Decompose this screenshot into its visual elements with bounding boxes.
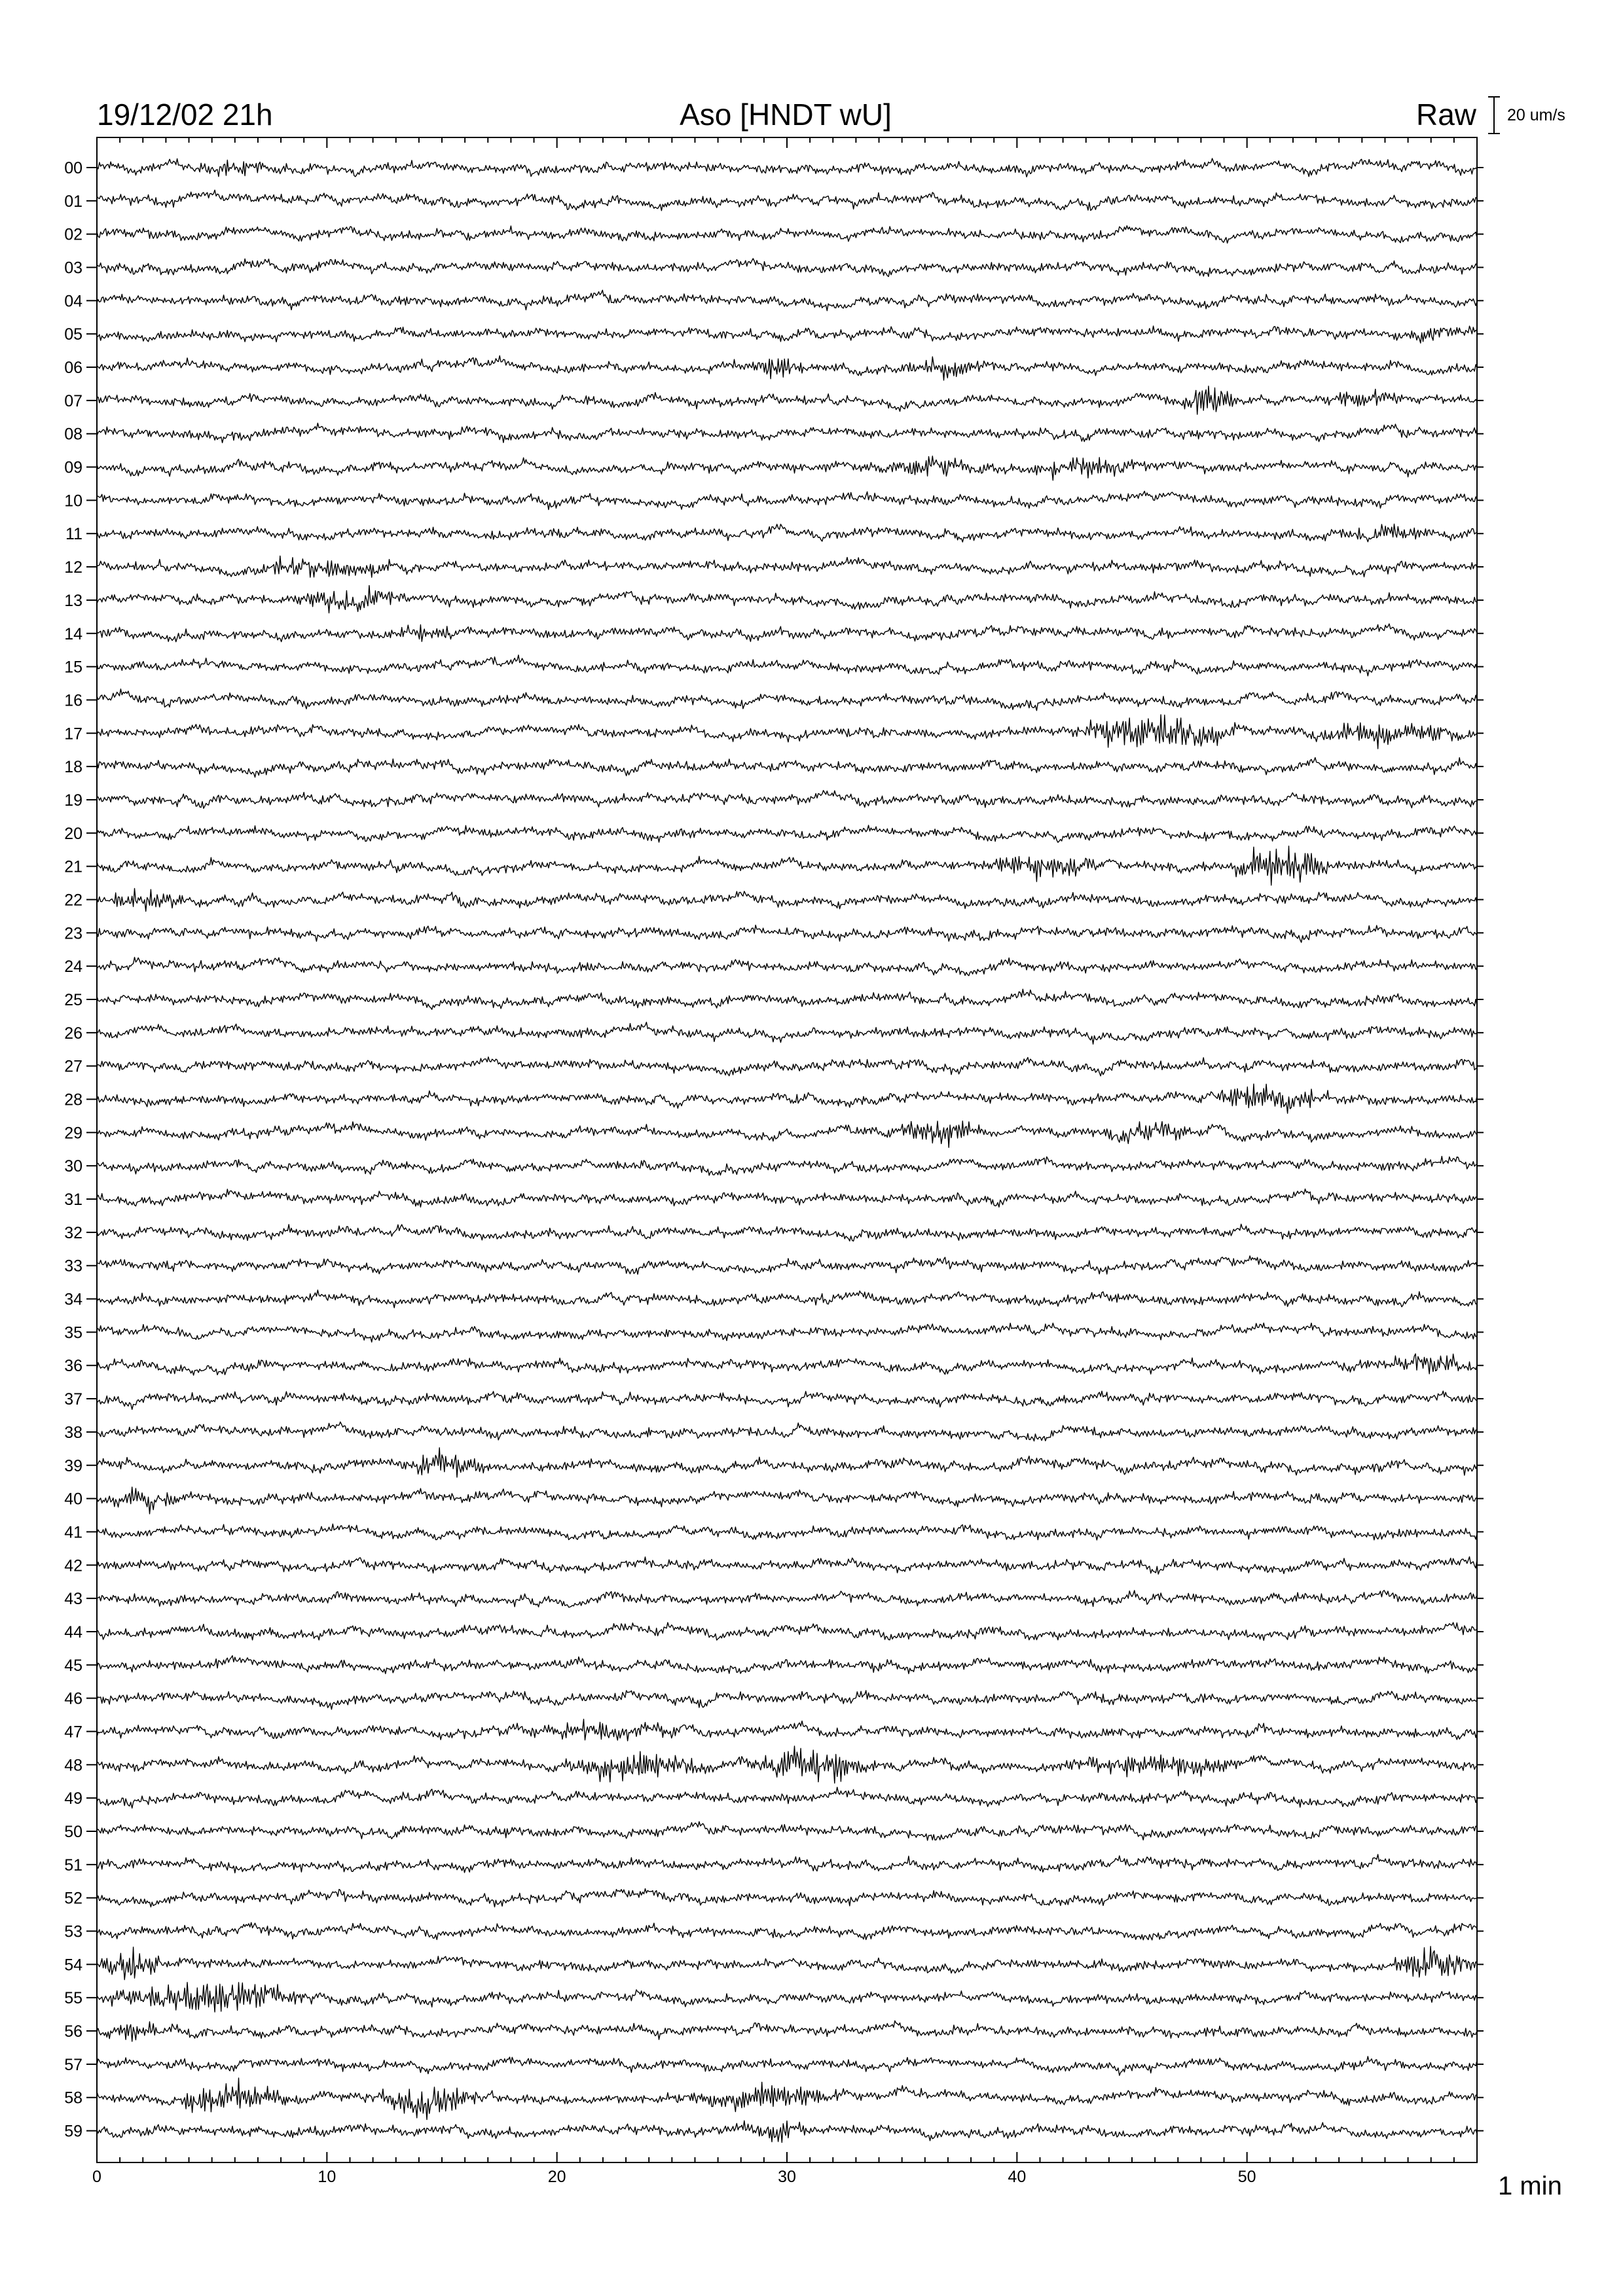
trace-line <box>97 1487 1477 1514</box>
trace-line <box>97 1448 1477 1477</box>
row-label: 28 <box>64 1090 82 1109</box>
row-label: 20 <box>64 824 82 843</box>
row-label: 48 <box>64 1756 82 1775</box>
trace-line <box>97 1787 1477 1808</box>
trace-line <box>97 989 1477 1009</box>
trace-line <box>97 1946 1477 1980</box>
row-label: 44 <box>64 1623 82 1641</box>
row-label: 23 <box>64 924 82 943</box>
row-label: 01 <box>64 192 82 211</box>
trace-line <box>97 2078 1477 2119</box>
row-label: 00 <box>64 159 82 177</box>
trace-line <box>97 888 1477 911</box>
row-label: 46 <box>64 1689 82 1708</box>
mode-label: Raw <box>1415 98 1476 132</box>
row-label: 10 <box>64 492 82 511</box>
row-label: 56 <box>64 2022 82 2041</box>
row-label: 58 <box>64 2089 82 2108</box>
row-label: 29 <box>64 1124 82 1143</box>
row-label: 53 <box>64 1922 82 1941</box>
trace-line <box>97 1524 1477 1540</box>
row-label: 35 <box>64 1323 82 1342</box>
row-label: 54 <box>64 1956 82 1975</box>
row-label: 49 <box>64 1789 82 1808</box>
x-tick-label: 10 <box>318 2168 337 2186</box>
row-label: 07 <box>64 391 82 410</box>
row-label: 55 <box>64 1989 82 2008</box>
trace-line <box>97 1557 1477 1575</box>
trace-line <box>97 1719 1477 1741</box>
trace-line <box>97 1290 1477 1308</box>
row-label: 17 <box>64 725 82 744</box>
trace-line <box>97 386 1477 414</box>
row-label: 42 <box>64 1556 82 1575</box>
trace-line <box>97 423 1477 442</box>
x-tick-label: 0 <box>92 2168 101 2186</box>
trace-line <box>97 846 1477 886</box>
x-tick-label: 40 <box>1008 2168 1027 2186</box>
trace-line <box>97 1854 1477 1873</box>
trace-line <box>97 326 1477 343</box>
trace-line <box>97 1022 1477 1045</box>
row-label: 51 <box>64 1856 82 1874</box>
trace-line <box>97 556 1477 577</box>
trace-line <box>97 1590 1477 1607</box>
trace-line <box>97 158 1477 177</box>
amplitude-scale-label: 20 um/s <box>1507 106 1565 124</box>
trace-line <box>97 1922 1477 1940</box>
row-label: 16 <box>64 691 82 710</box>
trace-line <box>97 624 1477 642</box>
row-label: 27 <box>64 1057 82 1076</box>
trace-line <box>97 1623 1477 1640</box>
trace-line <box>97 190 1477 210</box>
trace-line <box>97 1982 1477 2012</box>
row-label: 26 <box>64 1024 82 1043</box>
row-label: 11 <box>65 525 82 544</box>
row-label: 03 <box>64 259 82 278</box>
row-label: 39 <box>64 1456 82 1475</box>
row-label: 43 <box>64 1590 82 1609</box>
x-tick-label: 20 <box>547 2168 566 2186</box>
row-label: 02 <box>64 225 82 244</box>
row-label: 22 <box>64 891 82 910</box>
row-label: 15 <box>64 658 82 677</box>
x-axis-label: 1 min <box>1498 2172 1562 2200</box>
trace-line <box>97 1256 1477 1274</box>
row-label: 24 <box>64 958 82 977</box>
trace-line <box>97 1121 1477 1147</box>
row-label: 19 <box>64 791 82 810</box>
chart-title: Aso [HNDT wU] <box>680 98 892 132</box>
row-label: 08 <box>64 425 82 444</box>
trace-line <box>97 2121 1477 2142</box>
trace-line <box>97 655 1477 676</box>
trace-line <box>97 958 1477 976</box>
trace-line <box>97 492 1477 510</box>
trace-line <box>97 586 1477 613</box>
row-label: 05 <box>64 325 82 344</box>
row-label: 34 <box>64 1290 82 1309</box>
row-label: 09 <box>64 458 82 477</box>
x-tick-label: 50 <box>1237 2168 1256 2186</box>
row-label: 25 <box>64 991 82 1009</box>
row-label: 30 <box>64 1157 82 1176</box>
row-label: 50 <box>64 1823 82 1841</box>
row-label: 38 <box>64 1423 82 1442</box>
trace-line <box>97 356 1477 380</box>
trace-line <box>97 524 1477 542</box>
row-label: 36 <box>64 1357 82 1376</box>
trace-line <box>97 1189 1477 1208</box>
row-label: 04 <box>64 292 82 311</box>
x-tick-label: 30 <box>778 2168 796 2186</box>
row-label: 31 <box>64 1191 82 1210</box>
trace-line <box>97 1391 1477 1409</box>
header-date: 19/12/02 21h <box>97 98 273 132</box>
trace-line <box>97 1323 1477 1342</box>
trace-line <box>97 1821 1477 1840</box>
row-label: 41 <box>64 1523 82 1542</box>
trace-line <box>97 1157 1477 1175</box>
trace-line <box>97 1656 1477 1674</box>
trace-line <box>97 791 1477 808</box>
trace-line <box>97 1889 1477 1907</box>
trace-line <box>97 758 1477 778</box>
row-label: 45 <box>64 1656 82 1675</box>
trace-line <box>97 1691 1477 1710</box>
row-label: 37 <box>64 1390 82 1409</box>
row-label: 14 <box>64 624 82 643</box>
row-label: 18 <box>64 758 82 777</box>
trace-line <box>97 226 1477 243</box>
row-label: 13 <box>64 591 82 610</box>
trace-line <box>97 825 1477 842</box>
trace-line <box>97 1057 1477 1076</box>
row-label: 47 <box>64 1723 82 1742</box>
trace-line <box>97 1354 1477 1375</box>
row-label: 59 <box>64 2122 82 2141</box>
trace-line <box>97 290 1477 310</box>
row-label: 21 <box>64 857 82 876</box>
row-label: 52 <box>64 1889 82 1908</box>
trace-line <box>97 925 1477 942</box>
trace-line <box>97 689 1477 711</box>
row-label: 32 <box>64 1223 82 1242</box>
trace-line <box>97 1422 1477 1441</box>
trace-line <box>97 2021 1477 2042</box>
plot-frame <box>97 137 1477 2162</box>
row-label: 40 <box>64 1490 82 1509</box>
row-label: 06 <box>64 359 82 378</box>
row-label: 57 <box>64 2055 82 2074</box>
trace-line <box>97 456 1477 480</box>
trace-line <box>97 1224 1477 1241</box>
row-label: 33 <box>64 1257 82 1276</box>
trace-line <box>97 2056 1477 2075</box>
trace-line <box>97 715 1477 749</box>
trace-line <box>97 1746 1477 1784</box>
trace-line <box>97 259 1477 277</box>
trace-line <box>97 1084 1477 1113</box>
row-label: 12 <box>64 558 82 577</box>
